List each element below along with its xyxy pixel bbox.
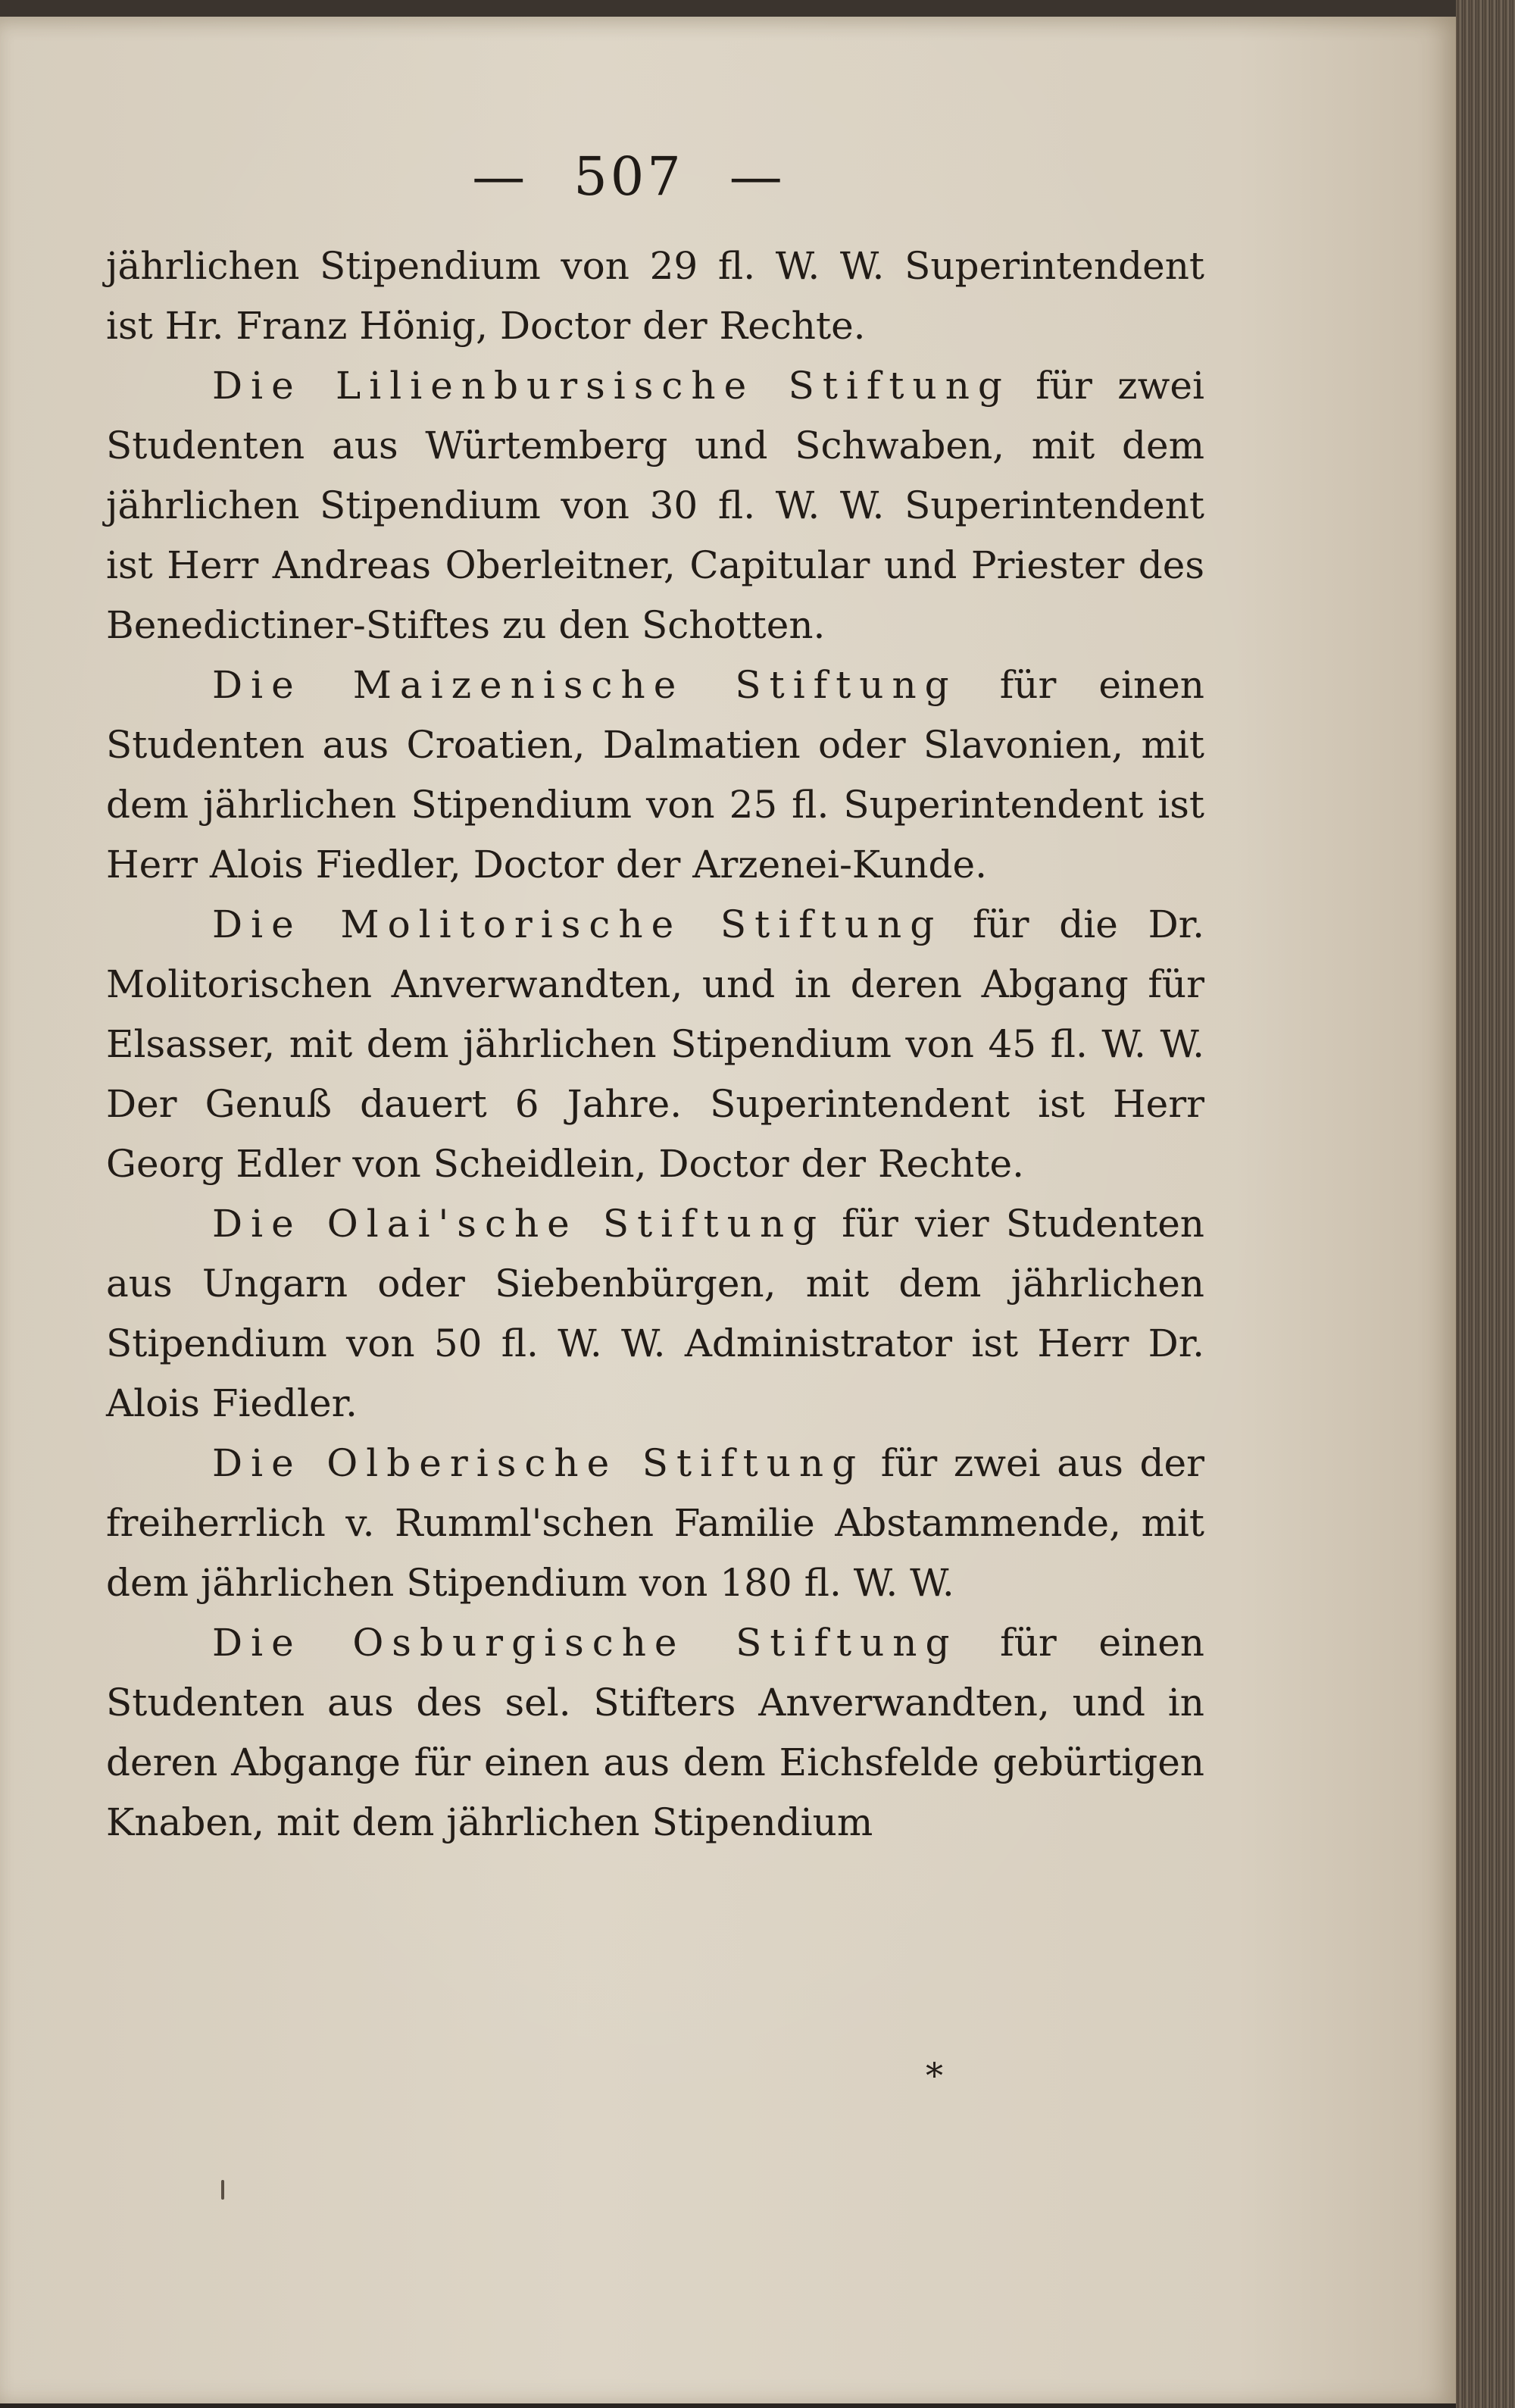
foundation-name: Die Olberische Stiftung [212,1441,865,1485]
paragraph-text: für zwei aus der freiherrlich v. Rumml'schen Familie Abstammende, mit dem jährlichen Stipendium von 180 fl. W. W. [106,1441,1204,1605]
foundation-name: Die Lilienbursische Stiftung [212,364,1011,408]
paragraph-text: für die Dr. Molitorischen Anverwandten, und in deren Abgang für Elsasser, mit dem jährlichen Stipendium von 45 fl. W. W. Der Genuß dauert 6 Jahre. Superintendent ist Herr Georg Edler von Scheidlein, Doctor der Rechte. [106,902,1204,1186]
paragraph-text: für einen Studenten aus des sel. Stifters Anverwandten, und in deren Abgange für einen aus dem Eichsfelde gebürtigen Knaben, mit dem jährlichen Stipendium [106,1621,1204,1844]
scan-top-border [0,0,1456,17]
foundation-name: Die Olai'sche Stiftung [212,1202,826,1246]
header-dash-right: — [729,145,786,208]
header-dash-left: — [472,145,529,208]
paragraph-text: für einen Studenten aus Croatien, Dalmatien oder Slavonien, mit dem jährlichen Stipendium von 25 fl. Superintendent ist Herr Alois Fiedler, Doctor der Arzenei-Kunde. [106,663,1204,887]
foundation-name: Die Molitorische Stiftung [212,902,943,946]
page-edges [1456,0,1515,2408]
page-number: 507 [573,145,684,208]
paragraph-text: für vier Studenten aus Ungarn oder Siebenbürgen, mit dem jährlichen Stipendium von 50 fl. W. W. Administrator ist Herr Dr. Alois Fiedler. [106,1202,1204,1425]
paragraph-lilienbursische [106,356,1204,655]
foundation-name: Die Maizenische Stiftung [212,663,957,707]
page-body [106,236,1204,1853]
page-header [0,145,1257,208]
signature-mark: * [926,2055,943,2096]
paper-speck [221,2180,224,2200]
paragraph-text: für zwei Studenten aus Würtemberg und Schwaben, mit dem jährlichen Stipendium von 30 fl. W. W. Superintendent ist Herr Andreas Oberleitner, Capitular und Priester des Benedictiner-Stiftes zu den Schotten. [106,364,1204,647]
paragraph-text: jährlichen Stipendium von 29 fl. W. W. Superintendent ist Hr. Franz Hönig, Doctor der Rechte. [106,244,1204,348]
foundation-name: Die Osburgische Stiftung [212,1621,958,1665]
paragraph-osburgische [106,1613,1204,1853]
paragraph-olberische [106,1434,1204,1613]
paragraph-olaische [106,1194,1204,1434]
paragraph-molitorische [106,895,1204,1194]
paragraph-continuation [106,236,1204,356]
paragraph-maizenische [106,655,1204,895]
book-page [0,17,1456,2403]
